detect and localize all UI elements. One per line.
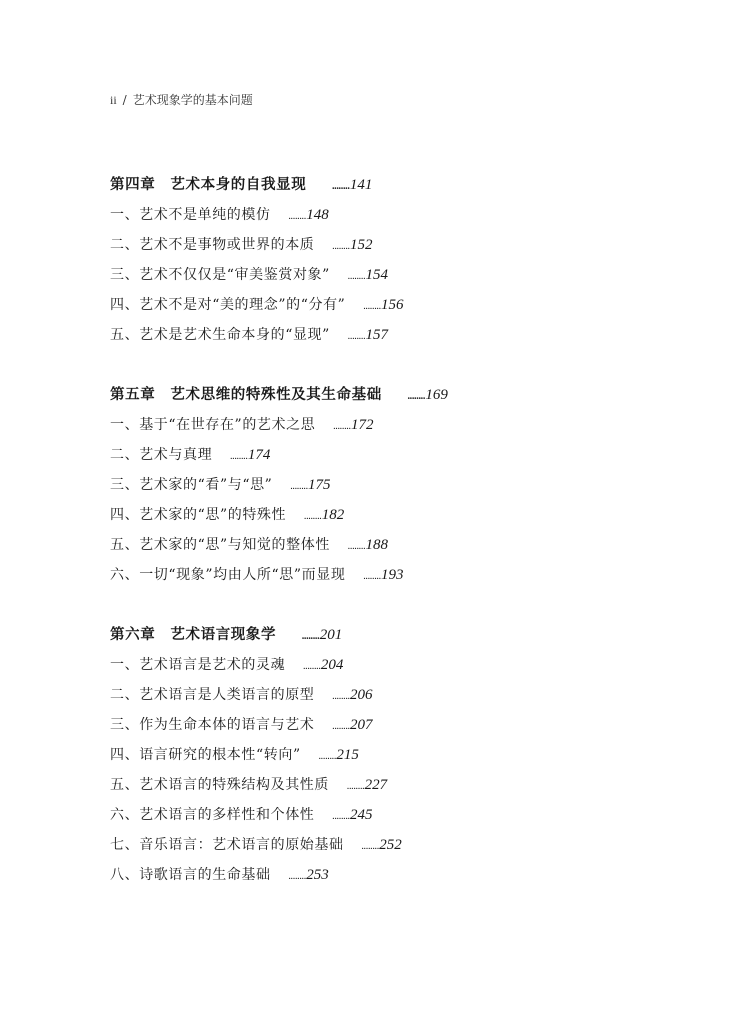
toc-section — [110, 564, 404, 586]
toc-page-number: 252 — [379, 837, 402, 853]
toc-leader: ........ — [302, 631, 320, 642]
toc-leader: ........ — [363, 301, 382, 312]
toc-section — [110, 204, 329, 226]
toc-leader: ........ — [304, 511, 322, 522]
toc-entry-title: 五、艺术家的“思”与知觉的整体性 — [110, 537, 330, 553]
toc-entry-title: 三、艺术不仅仅是“审美鉴赏对象” — [110, 267, 330, 283]
toc-leader: ........ — [332, 811, 351, 822]
book-title: 艺术现象学的基本问题 — [132, 93, 253, 107]
toc-page-number: 207 — [350, 717, 373, 733]
toc-leader: ........ — [332, 241, 351, 252]
toc-leader: ........ — [290, 481, 309, 492]
toc-leader: ........ — [288, 871, 307, 882]
toc-section — [110, 654, 343, 676]
toc-entry-title: 四、语言研究的根本性“转向” — [110, 747, 301, 763]
toc-chapter-6 — [110, 624, 342, 646]
toc-section — [110, 414, 373, 436]
toc-entry-title: 五、艺术语言的特殊结构及其性质 — [110, 777, 329, 793]
toc-section — [110, 474, 331, 496]
toc-entry-title: 一、艺术不是单纯的模仿 — [110, 207, 271, 223]
toc-page-number: 193 — [381, 567, 404, 583]
toc-section — [110, 264, 388, 286]
toc-leader: ........ — [361, 841, 380, 852]
toc-leader: ........ — [318, 751, 337, 762]
toc-page-number: 154 — [365, 267, 389, 283]
toc-leader: ........ — [332, 691, 351, 702]
running-head — [110, 92, 253, 108]
toc-leader: ........ — [230, 451, 248, 462]
toc-page-number: 172 — [350, 417, 374, 433]
toc-leader: ........ — [347, 331, 366, 342]
toc-page-number: 201 — [319, 627, 343, 643]
toc-entry-title: 二、艺术不是事物或世界的本质 — [110, 237, 315, 253]
toc-section — [110, 744, 359, 766]
toc-leader: ........ — [333, 421, 351, 432]
toc-page-number: 157 — [365, 327, 389, 343]
toc-chapter-4 — [110, 174, 372, 196]
toc-entry-title: 三、作为生命本体的语言与艺术 — [110, 717, 315, 733]
toc-leader: ........ — [407, 391, 426, 402]
toc-page-number: 253 — [306, 867, 329, 883]
toc-entry-title: 三、艺术家的“看”与“思” — [110, 477, 273, 493]
toc-entry-title: 四、艺术家的“思”的特殊性 — [110, 507, 287, 523]
toc-entry-title: 六、艺术语言的多样性和个体性 — [110, 807, 315, 823]
toc-section — [110, 774, 387, 796]
toc-section — [110, 684, 373, 706]
toc-entry-title: 一、艺术语言是艺术的灵魂 — [110, 657, 286, 673]
toc-section — [110, 834, 402, 856]
toc-page-number: 182 — [321, 507, 345, 523]
toc-leader: ........ — [332, 721, 351, 732]
toc-section — [110, 534, 388, 556]
toc-entry-title: 一、基于“在世存在”的艺术之思 — [110, 417, 316, 433]
running-head-separator: / — [122, 93, 127, 107]
toc-leader: ........ — [347, 271, 366, 282]
toc-section — [110, 444, 270, 466]
toc-entry-title: 二、艺术语言是人类语言的原型 — [110, 687, 315, 703]
toc-entry-title: 五、艺术是艺术生命本身的“显现” — [110, 327, 330, 343]
toc-leader: ........ — [347, 541, 366, 552]
toc-chapter-5 — [110, 384, 448, 406]
toc-section — [110, 714, 373, 736]
toc-entry-title: 八、诗歌语言的生命基础 — [110, 867, 271, 883]
page-number: ii — [110, 93, 117, 107]
toc-entry-title: 第六章 艺术语言现象学 — [110, 626, 277, 643]
toc-entry-title: 六、一切“现象”均由人所“思”而显现 — [110, 567, 346, 583]
toc-section — [110, 294, 404, 316]
toc-page-number: 204 — [320, 657, 344, 673]
toc-page-number: 174 — [247, 447, 271, 463]
toc-section — [110, 324, 388, 346]
toc-leader: ........ — [303, 661, 321, 672]
toc-entry-title: 二、艺术与真理 — [110, 447, 213, 463]
toc-section — [110, 504, 344, 526]
toc-leader: ........ — [347, 781, 365, 792]
toc-page-number: 169 — [425, 387, 448, 403]
toc-leader: ........ — [363, 571, 382, 582]
toc-entry-title: 第四章 艺术本身的自我显现 — [110, 176, 307, 193]
toc-page-number: 227 — [364, 777, 388, 793]
toc-page-number: 175 — [308, 477, 331, 493]
toc-entry-title: 七、音乐语言：艺术语言的原始基础 — [110, 837, 344, 853]
toc-page-number: 148 — [306, 207, 329, 223]
toc-leader: ........ — [288, 211, 307, 222]
toc-page-number: 188 — [365, 537, 389, 553]
toc-page-number: 152 — [350, 237, 373, 253]
toc-page-number: 215 — [336, 747, 359, 763]
toc-entry-title: 四、艺术不是对“美的理念”的“分有” — [110, 297, 346, 313]
toc-entry-title: 第五章 艺术思维的特殊性及其生命基础 — [110, 386, 382, 403]
toc-section — [110, 864, 329, 886]
toc-leader: ........ — [332, 181, 350, 192]
toc-page-number: 206 — [350, 687, 373, 703]
toc-page-number: 141 — [349, 177, 373, 193]
toc-page-number: 245 — [350, 807, 373, 823]
toc-page-number: 156 — [381, 297, 404, 313]
toc-section — [110, 234, 373, 256]
toc-section — [110, 804, 373, 826]
